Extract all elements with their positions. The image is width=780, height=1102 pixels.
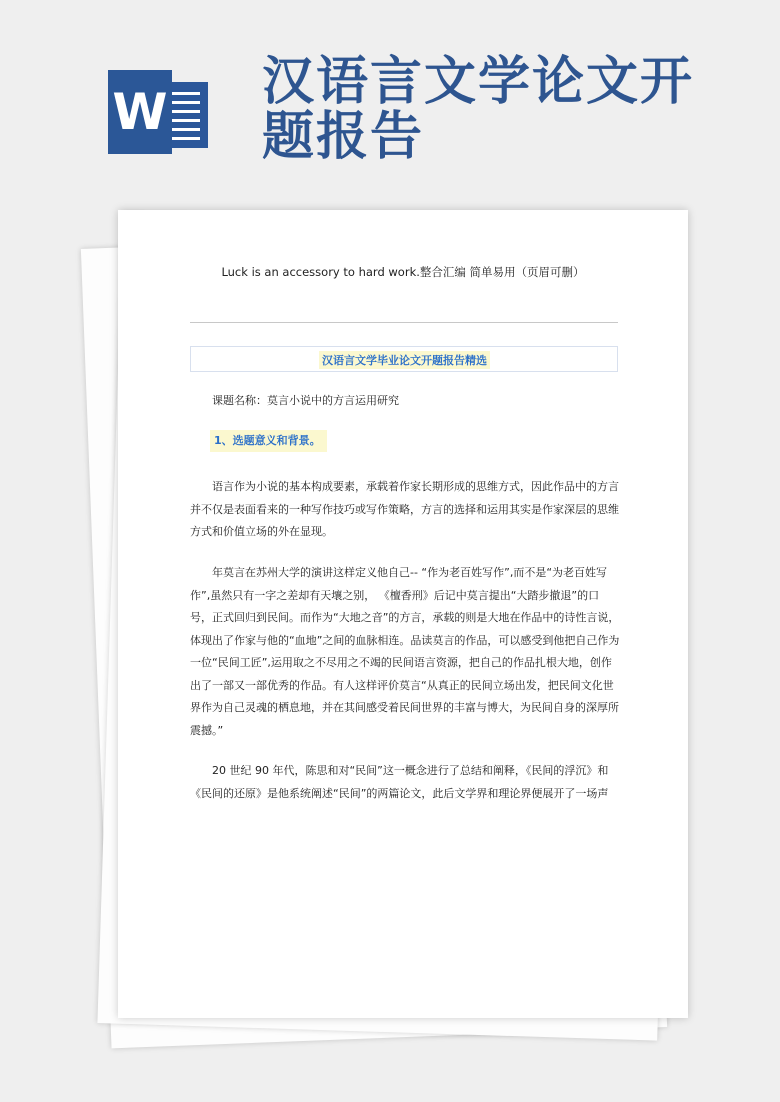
- word-icon: W: [108, 70, 172, 154]
- header-divider: [190, 322, 618, 323]
- topic-line: 课题名称：莫言小说中的方言运用研究: [212, 394, 399, 407]
- paragraph-1: 语言作为小说的基本构成要素，承载着作家长期形成的思维方式，因此作品中的方言并不仅是表面看来的一种写作技巧或写作策略，方言的选择和运用其实是作家深层的思维方式和价值立场的外在显现。: [190, 480, 619, 538]
- word-logo: [108, 70, 208, 154]
- document-page: [118, 210, 688, 1018]
- paragraph-3: 20 世纪 90 年代，陈思和对“民间”这一概念进行了总结和阐释，《民间的浮沉》和《民间的还原》是他系统阐述“民间”的两篇论文，此后文学界和理论界便展开了一场声: [190, 764, 609, 800]
- page-header-text: Luck is an accessory to hard work.整合汇编 简单易用（页眉可删）: [221, 265, 585, 279]
- document-title: 汉语言文学毕业论文开题报告精选: [319, 351, 490, 369]
- document-title-bar: [190, 346, 618, 372]
- section-heading: 1、选题意义和背景。: [210, 430, 327, 452]
- cover-title: 汉语言文学论文开题报告: [262, 51, 695, 167]
- paragraph-2: 年莫言在苏州大学的演讲这样定义他自己-- “作为老百姓写作”,而不是“为老百姓写作”,虽然只有一字之差却有天壤之别， 《檀香刑》后记中莫言提出“大踏步撤退”的口号，正式回归到民间。而作为“大地之音”的方言，承载的则是大地在作品中的诗性言说，体现出了作家与他的“血地”之间的血脉相连。品读莫言的作品，可以感受到他把自己作为一位“民间工匠”,运用取之不尽用之不竭的民间语言资源，把自己的作品扎根大地，创作出了一部又一部优秀的作品。有人这样评价莫言“从真正的民间立场出发，把民间文化世界作为自己灵魂的栖息地，并在其间感受着民间世界的丰富与博大，为民间自身的深厚所震撼。”: [190, 566, 620, 737]
